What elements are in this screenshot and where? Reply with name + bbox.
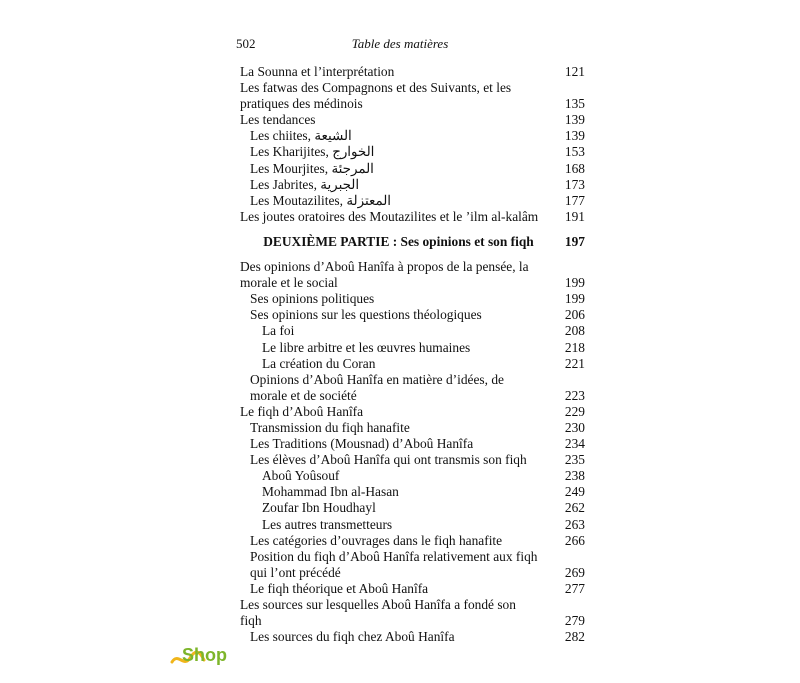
toc-entry-page: 139 bbox=[564, 128, 585, 144]
toc-entry bbox=[240, 468, 585, 484]
toc-entry-text: Les élèves d’Aboû Hanîfa qui ont transmis son fiqh bbox=[250, 452, 527, 468]
toc-entry-page: 121 bbox=[564, 64, 585, 79]
toc-entry-page: 199 bbox=[564, 291, 585, 307]
toc-entry-page: 173 bbox=[564, 176, 585, 192]
toc-entry-page: 199 bbox=[564, 275, 585, 291]
table-of-contents bbox=[240, 64, 585, 645]
part-heading bbox=[240, 234, 585, 250]
toc-entry-text: Les sources du fiqh chez Aboû Hanîfa bbox=[250, 629, 455, 645]
toc-entry-text: Ses opinions politiques bbox=[250, 291, 375, 307]
toc-entry-page: 269 bbox=[564, 564, 585, 580]
toc-entry-page: 221 bbox=[564, 355, 585, 371]
toc-entry-page: 206 bbox=[564, 307, 585, 323]
toc-entry bbox=[240, 128, 585, 144]
toc-entry-text: Transmission du fiqh hanafite bbox=[250, 419, 410, 435]
toc-entry-page: 177 bbox=[564, 192, 585, 208]
toc-entry-page: 277 bbox=[564, 580, 585, 596]
toc-entry-page: 266 bbox=[564, 532, 585, 548]
toc-entry-page: 234 bbox=[564, 436, 585, 452]
toc-entry-page: 230 bbox=[564, 419, 585, 435]
toc-entry-text: La création du Coran bbox=[262, 355, 376, 371]
toc-entry-text: Les autres transmetteurs bbox=[262, 516, 393, 532]
toc-entry-page: 235 bbox=[564, 452, 585, 468]
toc-entry-text: Les Kharijites, الخوارج bbox=[250, 144, 375, 160]
toc-entry-text: Zoufar Ibn Houdhayl bbox=[262, 500, 376, 516]
toc-entry bbox=[240, 161, 585, 177]
toc-entry-text: Les Moutazilites, المعتزلة bbox=[250, 192, 392, 208]
toc-entry-page: 238 bbox=[564, 468, 585, 484]
toc-entry-text: Les fatwas des Compagnons et des Suivants, et les pratiques des médinois bbox=[240, 80, 512, 112]
section-spacer bbox=[240, 225, 585, 234]
toc-entry bbox=[240, 549, 585, 581]
toc-entry bbox=[240, 177, 585, 193]
toc-entry bbox=[240, 144, 585, 160]
toc-entry-text: Les Traditions (Mousnad) d’Aboû Hanîfa bbox=[250, 436, 474, 452]
toc-entry-page: 249 bbox=[564, 484, 585, 500]
toc-entry-text: Opinions d’Aboû Hanîfa en matière d’idées, de morale et de société bbox=[250, 371, 504, 403]
toc-entry bbox=[240, 356, 585, 372]
toc-entry bbox=[240, 372, 585, 404]
toc-entry-text: La Sounna et l’interprétation bbox=[240, 64, 395, 79]
toc-entry bbox=[240, 597, 585, 629]
toc-entry bbox=[240, 209, 585, 225]
toc-entry bbox=[240, 452, 585, 468]
toc-entry bbox=[240, 484, 585, 500]
toc-entry-page: 223 bbox=[564, 387, 585, 403]
toc-entry-page: 279 bbox=[564, 613, 585, 629]
toc-entry bbox=[240, 64, 585, 80]
toc-entry-page: 262 bbox=[564, 500, 585, 516]
toc-entry bbox=[240, 193, 585, 209]
toc-entry-text: Le fiqh théorique et Aboû Hanîfa bbox=[250, 580, 429, 596]
toc-entry bbox=[240, 629, 585, 645]
toc-entry-text: Les Jabrites, الجبرية bbox=[250, 176, 360, 192]
toc-entry bbox=[240, 404, 585, 420]
toc-entry-text: DEUXIÈME PARTIE : Ses opinions et son fiqh bbox=[263, 233, 534, 249]
toc-entry-text: Ses opinions sur les questions théologiques bbox=[250, 307, 482, 323]
toc-entry-text: Le libre arbitre et les œuvres humaines bbox=[262, 339, 471, 355]
toc-entry-page: 168 bbox=[564, 160, 585, 176]
toc-entry bbox=[240, 340, 585, 356]
toc-entry bbox=[240, 112, 585, 128]
toc-entry bbox=[240, 436, 585, 452]
shop-logo-text: Shop bbox=[182, 645, 227, 665]
toc-entry-page: 197 bbox=[564, 233, 585, 249]
toc-entry-page: 218 bbox=[564, 339, 585, 355]
toc-entry-text: Les tendances bbox=[240, 112, 316, 128]
toc-entry bbox=[240, 517, 585, 533]
page-title: Table des matières bbox=[351, 36, 449, 51]
toc-entry-text: Mohammad Ibn al-Hasan bbox=[262, 484, 399, 500]
toc-entry-text: Les sources sur lesquelles Aboû Hanîfa a fondé son fiqh bbox=[240, 597, 516, 629]
toc-entry-page: 139 bbox=[564, 112, 585, 128]
toc-entry-page: 282 bbox=[564, 629, 585, 645]
toc-entry-text: Des opinions d’Aboû Hanîfa à propos de la pensée, la morale et le social bbox=[240, 259, 529, 291]
page-number: 502 bbox=[236, 36, 256, 51]
toc-entry bbox=[240, 420, 585, 436]
toc-entry-page: 135 bbox=[564, 96, 585, 112]
toc-entry-page: 191 bbox=[564, 208, 585, 224]
toc-entry-text: La foi bbox=[262, 323, 295, 339]
toc-entry bbox=[240, 259, 585, 291]
toc-entry-text: Position du fiqh d’Aboû Hanîfa relativement aux fiqh qui l’ont précédé bbox=[250, 548, 538, 580]
toc-entry-text: Les catégories d’ouvrages dans le fiqh hanafite bbox=[250, 532, 503, 548]
toc-entry-text: Le fiqh d’Aboû Hanîfa bbox=[240, 403, 364, 419]
toc-entry-page: 208 bbox=[564, 323, 585, 339]
toc-entry-page: 229 bbox=[564, 403, 585, 419]
toc-entry-text: Les Mourjites, المرجئة bbox=[250, 160, 374, 176]
toc-entry-text: Aboû Yoûsouf bbox=[262, 468, 340, 484]
toc-entry-page: 153 bbox=[564, 144, 585, 160]
toc-entry bbox=[240, 323, 585, 339]
toc-entry bbox=[240, 581, 585, 597]
toc-entry-page: 263 bbox=[564, 516, 585, 532]
toc-entry bbox=[240, 80, 585, 112]
toc-entry bbox=[240, 533, 585, 549]
toc-entry-text: Les joutes oratoires des Moutazilites et le ’ilm al-kalâm bbox=[240, 208, 539, 224]
toc-entry bbox=[240, 500, 585, 516]
toc-entry-text: Les chiites, الشيعة bbox=[250, 128, 352, 144]
toc-entry bbox=[240, 291, 585, 307]
section-spacer bbox=[240, 250, 585, 259]
toc-entry bbox=[240, 307, 585, 323]
